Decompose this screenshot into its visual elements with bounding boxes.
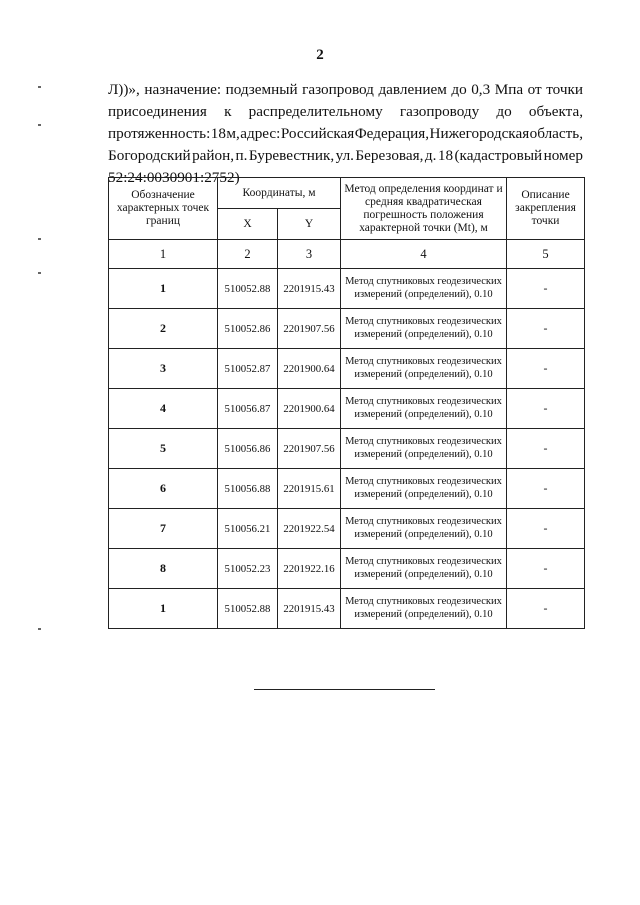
x-coordinate-cell: 510056.86 <box>218 429 278 469</box>
column-number: 2 <box>218 240 278 269</box>
intro-paragraph <box>108 79 583 189</box>
intro-line-2 <box>108 101 583 123</box>
intro-word: Федерация, <box>354 125 430 142</box>
intro-word: Березовая, <box>355 147 424 164</box>
fixing-description-cell: - <box>507 509 585 549</box>
table-row <box>109 549 585 589</box>
intro-word: объекта, <box>528 103 583 120</box>
y-coordinate-cell: 2201907.56 <box>278 309 341 349</box>
fixing-description-cell: - <box>507 429 585 469</box>
header-coordinates: Координаты, м <box>218 178 341 209</box>
table-row <box>109 469 585 509</box>
point-number-cell: 2 <box>109 309 218 349</box>
header-designation: Обозначение характерных точек границ <box>109 178 218 240</box>
intro-word: присоединения <box>108 103 207 120</box>
y-coordinate-cell: 2201915.61 <box>278 469 341 509</box>
y-coordinate-cell: 2201915.43 <box>278 269 341 309</box>
y-coordinate-cell: 2201922.16 <box>278 549 341 589</box>
table-row <box>109 269 585 309</box>
margin-mark <box>38 86 41 88</box>
x-coordinate-cell: 510052.88 <box>218 269 278 309</box>
x-coordinate-cell: 510052.23 <box>218 549 278 589</box>
column-number: 4 <box>341 240 507 269</box>
method-cell: Метод спутниковых геодезических измерений (определений), 0.10 <box>341 469 507 509</box>
intro-word: газопровод <box>302 81 374 98</box>
x-coordinate-cell: 510052.86 <box>218 309 278 349</box>
y-coordinate-cell: 2201907.56 <box>278 429 341 469</box>
method-cell: Метод спутниковых геодезических измерений (определений), 0.10 <box>341 509 507 549</box>
x-coordinate-cell: 510052.88 <box>218 589 278 629</box>
point-number-cell: 4 <box>109 389 218 429</box>
margin-mark <box>38 628 41 630</box>
method-cell: Метод спутниковых геодезических измерений (определений), 0.10 <box>341 269 507 309</box>
x-coordinate-cell: 510056.88 <box>218 469 278 509</box>
page-number: 2 <box>316 47 324 63</box>
intro-word: протяженность: <box>108 125 211 142</box>
point-number-cell: 1 <box>109 589 218 629</box>
intro-word: Богородский <box>108 147 191 164</box>
point-number-cell: 8 <box>109 549 218 589</box>
intro-word: д. <box>424 147 437 164</box>
intro-word: подземный <box>225 81 298 98</box>
point-number-cell: 3 <box>109 349 218 389</box>
boundary-points-table <box>108 177 585 629</box>
point-number-cell: 5 <box>109 429 218 469</box>
intro-word: давлением <box>378 81 447 98</box>
x-coordinate-cell: 510052.87 <box>218 349 278 389</box>
method-cell: Метод спутниковых геодезических измерений (определений), 0.10 <box>341 589 507 629</box>
point-number-cell: 6 <box>109 469 218 509</box>
method-cell: Метод спутниковых геодезических измерений (определений), 0.10 <box>341 389 507 429</box>
intro-word: распределительному <box>248 103 383 120</box>
point-number-cell: 7 <box>109 509 218 549</box>
intro-word: от <box>527 81 542 98</box>
intro-word: к <box>224 103 232 120</box>
intro-line-4 <box>108 145 583 167</box>
fixing-description-cell: - <box>507 469 585 509</box>
fixing-description-cell: - <box>507 309 585 349</box>
method-cell: Метод спутниковых геодезических измерений (определений), 0.10 <box>341 549 507 589</box>
header-description: Описание закрепления точки <box>507 178 585 240</box>
margin-mark <box>38 272 41 274</box>
intro-word: Л))», <box>108 81 140 98</box>
fixing-description-cell: - <box>507 589 585 629</box>
intro-word: м, <box>226 125 240 142</box>
fixing-description-cell: - <box>507 269 585 309</box>
method-cell: Метод спутниковых геодезических измерений (определений), 0.10 <box>341 429 507 469</box>
method-cell: Метод спутниковых геодезических измерений (определений), 0.10 <box>341 309 507 349</box>
x-coordinate-cell: 510056.87 <box>218 389 278 429</box>
intro-word: (кадастровый <box>454 147 543 164</box>
intro-word: до <box>496 103 512 120</box>
y-coordinate-cell: 2201900.64 <box>278 389 341 429</box>
intro-word: Мпа <box>494 81 524 98</box>
intro-line-3 <box>108 123 583 145</box>
intro-word: 18 <box>210 125 226 142</box>
table-row <box>109 309 585 349</box>
fixing-description-cell: - <box>507 389 585 429</box>
intro-word: до <box>451 81 467 98</box>
header-method: Метод определения координат и средняя квадратическая погрешность положения характерной точки (Mt), м <box>341 178 507 240</box>
fixing-description-cell: - <box>507 549 585 589</box>
intro-word: назначение: <box>144 81 222 98</box>
table-row <box>109 429 585 469</box>
x-coordinate-cell: 510056.21 <box>218 509 278 549</box>
intro-word: Нижегородская <box>429 125 530 142</box>
column-number: 5 <box>507 240 585 269</box>
intro-word: п. <box>235 147 248 164</box>
table-row <box>109 349 585 389</box>
header-y: Y <box>278 209 341 240</box>
intro-word: номер <box>543 147 583 164</box>
column-numbers-row <box>109 240 585 269</box>
method-cell: Метод спутниковых геодезических измерений (определений), 0.10 <box>341 349 507 389</box>
margin-mark <box>38 238 41 240</box>
fixing-description-cell: - <box>507 349 585 389</box>
end-of-document-line <box>254 689 435 690</box>
intro-word: Буревестник, <box>248 147 335 164</box>
intro-word: адрес: <box>240 125 281 142</box>
intro-word: район, <box>192 147 235 164</box>
y-coordinate-cell: 2201922.54 <box>278 509 341 549</box>
header-x: X <box>218 209 278 240</box>
intro-word: газопроводу <box>399 103 480 120</box>
column-number: 3 <box>278 240 341 269</box>
margin-mark <box>38 124 41 126</box>
y-coordinate-cell: 2201900.64 <box>278 349 341 389</box>
y-coordinate-cell: 2201915.43 <box>278 589 341 629</box>
intro-word: 0,3 <box>471 81 491 98</box>
intro-word: Российская <box>280 125 355 142</box>
table-row <box>109 389 585 429</box>
intro-word: ул. <box>335 147 354 164</box>
intro-word: 18 <box>437 147 454 164</box>
table-row <box>109 589 585 629</box>
column-number: 1 <box>109 240 218 269</box>
intro-word: область, <box>529 125 583 142</box>
table-row <box>109 509 585 549</box>
point-number-cell: 1 <box>109 269 218 309</box>
intro-word: точки <box>546 81 583 98</box>
intro-line-5: 52:24:0030901:2752) <box>108 169 240 186</box>
intro-line-1 <box>108 79 583 101</box>
